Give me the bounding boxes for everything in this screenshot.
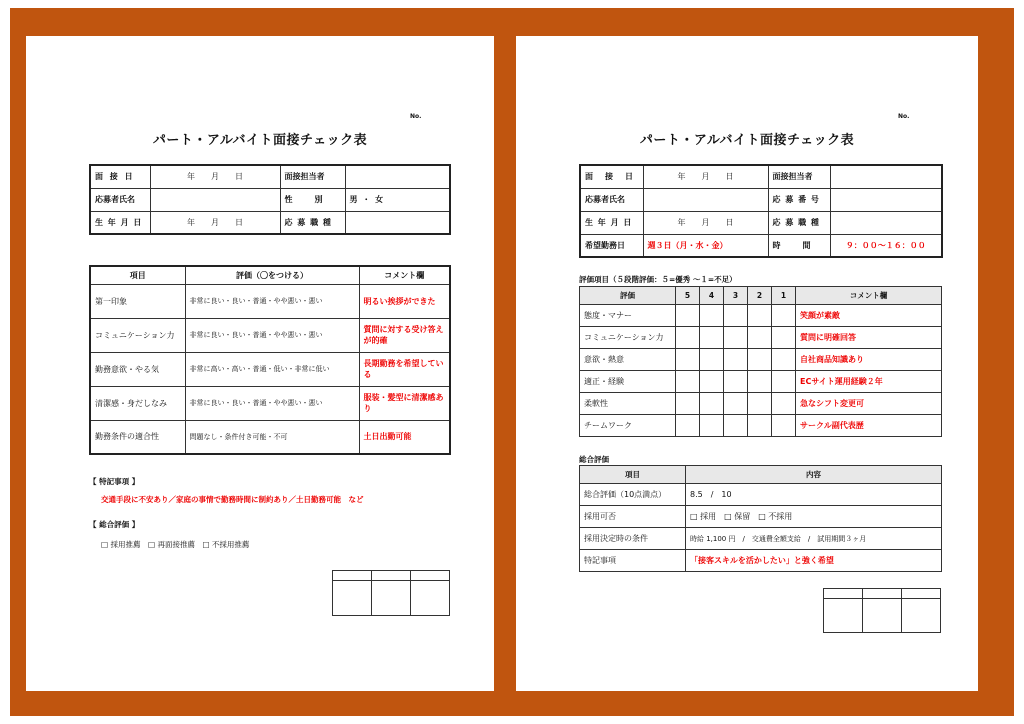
col-header-comment: コメント欄 <box>796 287 942 305</box>
gender-label: 性 別 <box>280 188 345 211</box>
applicant-name-label: 応募者氏名 <box>90 188 150 211</box>
col-header-1: 1 <box>772 287 796 305</box>
col-header-content: 内容 <box>686 466 942 484</box>
score-cell[interactable] <box>748 371 772 393</box>
hours-value: ９：００～１６：００ <box>830 234 942 257</box>
row-item: 勤務意欲・やる気 <box>90 352 185 386</box>
score-cell[interactable] <box>748 349 772 371</box>
table-row <box>580 349 942 371</box>
col-header-item: 項目 <box>90 266 185 284</box>
table-row <box>90 352 450 386</box>
overall-heading: 【 総合評価 】 <box>89 520 140 529</box>
score-cell[interactable] <box>772 327 796 349</box>
row-scale[interactable]: 非常に良い・良い・普通・やや悪い・悪い <box>185 318 359 352</box>
score-cell[interactable] <box>700 327 724 349</box>
score-cell[interactable] <box>748 415 772 437</box>
score-cell[interactable] <box>700 393 724 415</box>
page-title: パート・アルバイト面接チェック表 <box>152 133 368 148</box>
col-header-item: 項目 <box>580 466 686 484</box>
application-number-label: 応 募 番 号 <box>768 188 830 211</box>
score-cell[interactable] <box>748 393 772 415</box>
score-cell[interactable] <box>676 327 700 349</box>
score-cell[interactable] <box>772 393 796 415</box>
score-cell[interactable] <box>676 305 700 327</box>
row-comment: 質問に対する受け答えが的確 <box>359 318 450 352</box>
row-item: 適正・経験 <box>580 371 676 393</box>
row-scale[interactable]: 非常に良い・良い・普通・やや悪い・悪い <box>185 386 359 420</box>
row-item: コミュニケーション力 <box>90 318 185 352</box>
preferred-days-label: 希望勤務日 <box>580 234 643 257</box>
gender-value: 男 ・ 女 <box>345 188 450 211</box>
score-cell[interactable] <box>724 349 748 371</box>
table-row <box>580 550 942 572</box>
birth-date-label: 生 年 月 日 <box>580 211 643 234</box>
table-row <box>580 305 942 327</box>
table-row <box>580 327 942 349</box>
score-cell[interactable] <box>676 393 700 415</box>
approval-stamp-box <box>823 588 941 633</box>
applicant-info-table <box>89 164 451 235</box>
page-title: パート・アルバイト面接チェック表 <box>639 133 855 148</box>
row-item: 態度・マナー <box>580 305 676 327</box>
row-scale[interactable]: 非常に良い・良い・普通・やや悪い・悪い <box>185 284 359 318</box>
row-comment: 急なシフト変更可 <box>796 393 942 415</box>
row-comment: サークル副代表歴 <box>796 415 942 437</box>
interview-date-value: 年 月 日 <box>643 165 768 188</box>
score-cell[interactable] <box>700 349 724 371</box>
score-cell[interactable] <box>772 305 796 327</box>
row-item: 意欲・熱意 <box>580 349 676 371</box>
col-header-2: 2 <box>748 287 772 305</box>
score-cell[interactable] <box>772 371 796 393</box>
row-item: 清潔感・身だしなみ <box>90 386 185 420</box>
row-comment: 自社商品知識あり <box>796 349 942 371</box>
position-field[interactable] <box>830 211 942 234</box>
row-item: 勤務条件の適合性 <box>90 420 185 454</box>
row-value: 「接客スキルを活かしたい」と強く希望 <box>686 550 942 572</box>
overall-options[interactable]: □ 採用推薦 □ 再面接推薦 □ 不採用推薦 <box>101 540 250 549</box>
row-comment: ECサイト運用経験２年 <box>796 371 942 393</box>
row-comment: 土日出勤可能 <box>359 420 450 454</box>
row-item: 採用決定時の条件 <box>580 528 686 550</box>
position-label: 応 募 職 種 <box>280 211 345 234</box>
row-comment: 長期勤務を希望している <box>359 352 450 386</box>
score-cell[interactable] <box>724 415 748 437</box>
score-cell[interactable] <box>700 371 724 393</box>
score-cell[interactable] <box>724 393 748 415</box>
col-header-4: 4 <box>700 287 724 305</box>
applicant-name-field[interactable] <box>643 188 768 211</box>
row-item: コミュニケーション力 <box>580 327 676 349</box>
row-item: 採用可否 <box>580 506 686 528</box>
left-sheet <box>26 36 494 691</box>
hours-label: 時 間 <box>768 234 830 257</box>
score-cell[interactable] <box>772 415 796 437</box>
row-comment: 服装・髪型に清潔感あり <box>359 386 450 420</box>
table-row <box>90 284 450 318</box>
interview-date-label: 面 接 日 <box>580 165 643 188</box>
position-label: 応 募 職 種 <box>768 211 830 234</box>
interview-date-label: 面 接 日 <box>90 165 150 188</box>
table-row <box>580 371 942 393</box>
applicant-name-field[interactable] <box>150 188 280 211</box>
notes-heading: 【 特記事項 】 <box>89 477 140 486</box>
interviewer-field[interactable] <box>345 165 450 188</box>
col-header-item: 評価 <box>580 287 676 305</box>
table-row <box>580 484 942 506</box>
score-cell[interactable] <box>700 415 724 437</box>
score-cell[interactable] <box>676 415 700 437</box>
col-header-5: 5 <box>676 287 700 305</box>
table-row <box>580 415 942 437</box>
row-scale[interactable]: 問題なし・条件付き可能・不可 <box>185 420 359 454</box>
row-comment: 質問に明確回答 <box>796 327 942 349</box>
col-header-rating: 評価（〇をつける） <box>185 266 359 284</box>
number-label: No. <box>410 113 422 120</box>
table-row <box>90 318 450 352</box>
row-value[interactable]: □ 採用 □ 保留 □ 不採用 <box>686 506 942 528</box>
row-scale[interactable]: 非常に高い・高い・普通・低い・非常に低い <box>185 352 359 386</box>
interviewer-label: 面接担当者 <box>768 165 830 188</box>
score-cell[interactable] <box>676 349 700 371</box>
applicant-info-table <box>579 164 943 258</box>
number-label: No. <box>898 113 910 120</box>
birth-date-value: 年 月 日 <box>643 211 768 234</box>
score-cell[interactable] <box>676 371 700 393</box>
row-item: 総合評価（10点満点） <box>580 484 686 506</box>
evaluation-heading: 評価項目（５段階評価：５=優秀 ～１=不足） <box>579 275 737 284</box>
overall-heading: 総合評価 <box>579 455 609 464</box>
col-header-3: 3 <box>724 287 748 305</box>
interview-date-value: 年 月 日 <box>150 165 280 188</box>
score-cell[interactable] <box>748 327 772 349</box>
right-sheet <box>516 36 978 691</box>
notes-text: 交通手段に不安あり／家庭の事情で勤務時間に制約あり／土日勤務可能 など <box>101 495 364 504</box>
application-number-field[interactable] <box>830 188 942 211</box>
applicant-name-label: 応募者氏名 <box>580 188 643 211</box>
interviewer-field[interactable] <box>830 165 942 188</box>
row-value: 時給 1,100 円 / 交通費全額支給 / 試用期間３ヶ月 <box>686 528 942 550</box>
approval-stamp-box <box>332 570 450 616</box>
row-item: 特記事項 <box>580 550 686 572</box>
table-row <box>580 393 942 415</box>
score-cell[interactable] <box>724 305 748 327</box>
table-row <box>580 528 942 550</box>
evaluation-table <box>579 286 942 437</box>
score-cell[interactable] <box>700 305 724 327</box>
overall-table <box>579 465 942 572</box>
score-cell[interactable] <box>748 305 772 327</box>
birth-date-value: 年 月 日 <box>150 211 280 234</box>
row-comment: 笑顔が素敵 <box>796 305 942 327</box>
position-field[interactable] <box>345 211 450 234</box>
row-item: 第一印象 <box>90 284 185 318</box>
row-comment: 明るい挨拶ができた <box>359 284 450 318</box>
score-cell[interactable] <box>724 371 748 393</box>
col-header-comment: コメント欄 <box>359 266 450 284</box>
table-row <box>580 506 942 528</box>
score-cell[interactable] <box>724 327 748 349</box>
score-cell[interactable] <box>772 349 796 371</box>
row-item: 柔軟性 <box>580 393 676 415</box>
evaluation-table <box>89 265 451 455</box>
preferred-days-value: 週３日（月・水・金） <box>643 234 768 257</box>
birth-date-label: 生 年 月 日 <box>90 211 150 234</box>
row-item: チームワーク <box>580 415 676 437</box>
row-value: 8.5 / 10 <box>686 484 942 506</box>
interviewer-label: 面接担当者 <box>280 165 345 188</box>
table-row <box>90 420 450 454</box>
table-row <box>90 386 450 420</box>
